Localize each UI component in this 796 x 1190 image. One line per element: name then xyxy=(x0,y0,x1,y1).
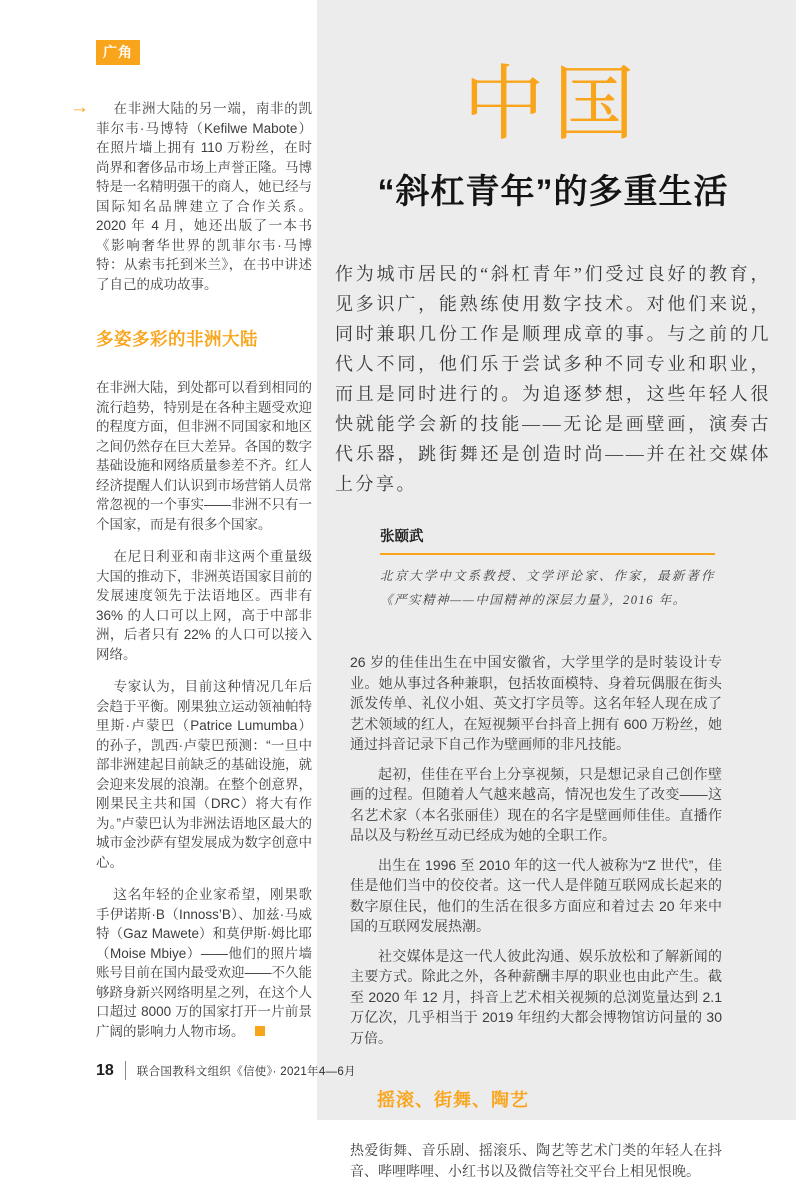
author-divider xyxy=(380,553,715,555)
paragraph: 专家认为，目前这种情况几年后会趋于平衡。刚果独立运动领袖帕特里斯·卢蒙巴（Patrice Lumumba）的孙子，凯西·卢蒙巴预测：“一旦中部非洲建起目前缺乏的基础设施，就会迎来发展的浪潮。在整个创意界，刚果民主共和国（DRC）将大有作为。”卢蒙巴认为非洲法语地区最大的城市金沙萨有望发展成为数字创意中心。 xyxy=(96,679,312,870)
paragraph: 在非洲大陆，到处都可以看到相同的流行趋势，特别是在各种主题受欢迎的程度方面，但非洲不同国家和地区之间仍然存在巨大差异。各国的数字基础设施和网络质量参差不齐。红人经济提醒人们认识到市场营销人员常常忽视的一个事实——非洲不只有一个国家，而是有很多个国家。 xyxy=(96,380,312,532)
left-column xyxy=(70,40,312,1054)
paragraph: 热爱街舞、音乐剧、摇滚乐、陶艺等艺术门类的年轻人在抖音、哔哩哔哩、小红书以及微信等社交平台上相见恨晚。 xyxy=(350,1142,722,1179)
author-box xyxy=(380,525,715,612)
paragraph xyxy=(96,885,312,1041)
left-column-body xyxy=(70,97,312,1041)
arrow-icon: → xyxy=(70,97,89,118)
right-column xyxy=(335,0,771,1190)
paragraph: 在尼日利亚和南非这两个重量级大国的推动下，非洲英语国家目前的发展速度领先于法语地区。西非有 36% 的人口可以上网，高于中部非洲，后者只有 22% 的人口可以接入网络。 xyxy=(96,549,312,662)
article-kicker-title: 中国 xyxy=(462,59,643,150)
page-footer xyxy=(96,1061,356,1080)
section-tag: 广角 xyxy=(96,40,140,65)
page-number: 18 xyxy=(96,1061,114,1079)
paragraph: 26 岁的佳佳出生在中国安徽省，大学里学的是时装设计专业。她从事过各种兼职，包括妆面模特、身着玩偶服在街头派发传单、礼仪小姐、英文打字员等。这名年轻人现在成了艺术领域的红人，在短视频平台抖音上拥有 600 万粉丝，她通过抖音记录下自己作为壁画师的非凡技能。 xyxy=(350,654,722,753)
paragraph: 在非洲大陆的另一端，南非的凯菲尔韦·马博特（Kefilwe Mabote）在照片墙上拥有 110 万粉丝，在时尚界和奢侈品市场上声誉正隆。马博特是一名精明强干的商人，她已经与国际知名品牌建立了合作关系。2020 年 4 月，她还出版了一本书《影响奢华世界的凯菲尔韦·马博特：从索韦托到米兰》，在书中讲述了自己的成功故事。 xyxy=(96,101,312,292)
section-heading: 多姿多彩的非洲大陆 xyxy=(96,329,258,349)
footer-publication-text: 联合国教科文组织《信使》· 2021年4—6月 xyxy=(136,1065,356,1078)
article-intro: 作为城市居民的“斜杠青年”们受过良好的教育，见多识广，能熟练使用数字技术。对他们来说，同时兼职几份工作是顺理成章的事。与之前的几代人不同，他们乐于尝试多种不同专业和职业，而且是同时进行的。为追逐梦想，这些年轻人很快就能学会新的技能——无论是画壁画，演奏古代乐器，跳街舞还是创造时尚——并在社交媒体上分享。 xyxy=(335,264,771,495)
footer-divider xyxy=(125,1061,126,1080)
end-of-article-square-icon xyxy=(255,1026,265,1036)
article-body xyxy=(350,652,722,1181)
article-title: “斜杠青年”的多重生活 xyxy=(377,173,729,212)
paragraph-text: 这名年轻的企业家希望，刚果歌手伊诺斯·B（Innoss’B）、加兹·马威特（Gaz Mawete）和莫伊斯·姆比耶（Moise Mbiye）——他们的照片墙账号目前在国内最受欢迎——不久能够跻身新兴网络明星之列，在这个人口超过 8000 万的国家打开一片前景广阔的影响力人物市场。 xyxy=(96,887,312,1039)
paragraph: 社交媒体是这一代人彼此沟通、娱乐放松和了解新闻的主要方式。除此之外，各种薪酬丰厚的职业也由此产生。截至 2020 年 12 月，抖音上艺术相关视频的总浏览量达到 2.1 万亿次，几乎相当于 2019 年纽约大都会博物馆访问量的 30 万倍。 xyxy=(350,947,722,1046)
author-bio: 北京大学中文系教授、文学评论家、作家，最新著作《严实精神——中国精神的深层力量》，2016 年。 xyxy=(380,569,715,608)
paragraph: 起初，佳佳在平台上分享视频，只是想记录自己创作壁画的过程。但随着人气越来越高，情况也发生了改变——这名艺术家（本名张丽佳）现在的名字是壁画师佳佳。直播作品以及与粉丝互动已经成为她的全职工作。 xyxy=(350,765,722,844)
section-heading: 摇滚、街舞、陶艺 xyxy=(377,1090,529,1111)
author-name: 张颐武 xyxy=(380,529,424,546)
paragraph: 出生在 1996 至 2010 年的这一代人被称为“Z 世代”，佳佳是他们当中的佼佼者。这一代人是伴随互联网成长起来的数字原住民，他们的生活在很多方面应和着过去 20 年来中国的互联网发展热潮。 xyxy=(350,856,722,935)
